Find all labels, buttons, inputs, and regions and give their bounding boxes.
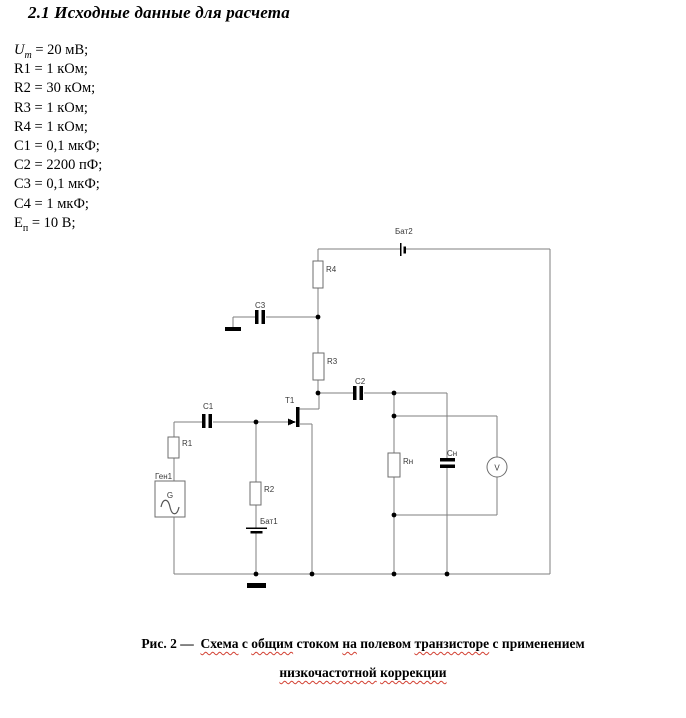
resistor-rn-label: Rн: [403, 457, 414, 466]
parameter-line-r4: R4 = 1 кОм;: [14, 118, 88, 135]
resistor-rn: [388, 453, 413, 477]
battery-bat1-label: Бат1: [260, 517, 278, 526]
parameter-line-c2: C2 = 2200 пФ;: [14, 157, 103, 174]
parameter-line-c4: C4 = 1 мкФ;: [14, 195, 89, 212]
capacitor-c2: [353, 377, 366, 400]
ground-symbol-c3: [225, 327, 241, 331]
transistor-t1-label: T1: [285, 396, 295, 405]
resistor-r3: [313, 353, 338, 380]
junction-dots: [254, 315, 450, 577]
parameter-line-r1: R1 = 1 кОм;: [14, 61, 88, 78]
resistor-r4-label: R4: [326, 265, 337, 274]
figure-caption-line-1: Рис. 2 — Схема с общим стоком на полевом транзисторе с применением: [141, 636, 585, 651]
parameter-line-c3: C3 = 0,1 мкФ;: [14, 176, 100, 193]
resistor-r3-label: R3: [327, 357, 338, 366]
resistor-r2-label: R2: [264, 485, 275, 494]
resistor-r4: [313, 261, 337, 288]
capacitor-cn-label: Сн: [447, 449, 458, 458]
signal-generator-gen1: [155, 472, 185, 517]
capacitor-cn: [440, 449, 457, 468]
battery-bat2: [395, 227, 413, 256]
capacitor-c3: [255, 301, 266, 324]
parameter-line-um: $U_m = 20$ мВ;: [14, 42, 89, 61]
battery-bat2-label: Бат2: [395, 227, 413, 236]
figure-caption: [40, 629, 686, 687]
parameter-line-ep: $Е_п = 10$ В;: [14, 214, 76, 234]
voltmeter-v-label: V: [494, 463, 500, 473]
capacitor-c1-label: C1: [203, 402, 214, 411]
figure-caption-line-2: низкочастотной коррекции: [279, 665, 447, 680]
generator-g-label: G: [166, 491, 174, 500]
voltmeter: [487, 457, 507, 477]
ground-symbol-main: [247, 583, 266, 588]
generator-gen1-label: Ген1: [155, 472, 173, 481]
resistor-r1-label: R1: [182, 439, 193, 448]
battery-bat1: [246, 517, 278, 534]
circuit-wires: [174, 249, 550, 574]
parameter-line-r3: R3 = 1 кОм;: [14, 99, 88, 116]
capacitor-c1: [202, 402, 214, 428]
parameter-line-c1: C1 = 0,1 мкФ;: [14, 138, 100, 155]
section-heading: 2.1 Исходные данные для расчета: [28, 3, 290, 22]
gate-arrow-icon: [288, 419, 296, 426]
parameter-line-r2: R2 = 30 кОм;: [14, 80, 96, 97]
capacitor-c2-label: C2: [355, 377, 366, 386]
capacitor-c3-label: C3: [255, 301, 266, 310]
resistor-r1: [168, 437, 193, 458]
resistor-r2: [250, 482, 275, 505]
